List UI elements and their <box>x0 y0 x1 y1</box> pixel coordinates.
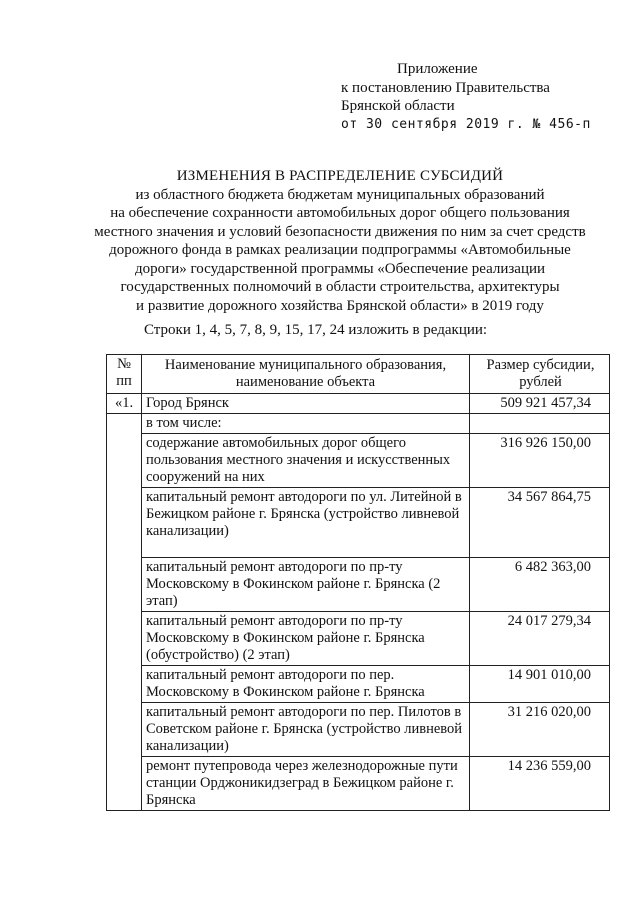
table-row <box>107 757 610 811</box>
annex-date: от 30 сентября 2019 г. № 456-п <box>341 116 591 132</box>
row-amount: 34 567 864,75 <box>470 488 610 558</box>
row-num <box>107 488 142 558</box>
table-row <box>107 434 610 488</box>
row-num <box>107 558 142 612</box>
header-name: Наименование муниципального образования, наименование объекта <box>142 355 470 394</box>
row-amount: 6 482 363,00 <box>470 558 610 612</box>
title-line: государственных полномочий в области строительства, архитектуры <box>120 279 560 295</box>
row-name: ремонт путепровода через железнодорожные пути станции Орджоникидзеград в Бежицком районе г. Брянска <box>142 757 470 811</box>
row-amount: 316 926 150,00 <box>470 434 610 488</box>
table-row <box>107 414 610 434</box>
intro-text: Строки 1, 4, 5, 7, 8, 9, 15, 17, 24 изложить в редакции: <box>144 322 488 338</box>
row-amount: 509 921 457,34 <box>470 394 610 414</box>
row-num <box>107 703 142 757</box>
row-amount: 24 017 279,34 <box>470 612 610 666</box>
annex-resolution: к постановлению Правительства <box>341 79 550 96</box>
row-name: капитальный ремонт автодороги по пр-ту Московскому в Фокинском районе г. Брянска (обустройство) (2 этап) <box>142 612 470 666</box>
title-line: из областного бюджета бюджетам муниципальных образований <box>135 186 545 203</box>
annex-label: Приложение <box>397 61 478 77</box>
table-row <box>107 703 610 757</box>
table-row <box>107 612 610 666</box>
row-num <box>107 414 142 434</box>
title-line: дорожного фонда в рамках реализации подпрограммы «Автомобильные <box>109 242 571 258</box>
row-name: капитальный ремонт автодороги по пер. Пилотов в Советском районе г. Брянска (устройство ливневой канализации) <box>142 703 470 757</box>
header-num: № пп <box>107 355 142 394</box>
row-num <box>107 434 142 488</box>
row-name: капитальный ремонт автодороги по пер. Московскому в Фокинском районе г. Брянска <box>142 666 470 703</box>
row-name: капитальный ремонт автодороги по пр-ту Московскому в Фокинском районе г. Брянска (2 этап) <box>142 558 470 612</box>
row-num <box>107 612 142 666</box>
row-amount: 14 901 010,00 <box>470 666 610 703</box>
annex-block <box>341 60 591 134</box>
row-name: содержание автомобильных дорог общего пользования местного значения и искусственных сооружений на них <box>142 434 470 488</box>
title-line: местного значения и условий безопасности движения по ним за счет средств <box>94 223 586 240</box>
row-name: в том числе: <box>142 414 470 434</box>
row-name: капитальный ремонт автодороги по ул. Литейной в Бежицком районе г. Брянска (устройство ливневой канализации) <box>142 488 470 558</box>
title-line: на обеспечение сохранности автомобильных дорог общего пользования <box>110 205 570 221</box>
annex-region: Брянской области <box>341 98 455 114</box>
row-num: «1. <box>107 394 142 414</box>
header-amount: Размер субсидии, рублей <box>470 355 610 394</box>
row-num <box>107 757 142 811</box>
title-line: дороги» государственной программы «Обеспечение реализации <box>134 260 546 277</box>
row-amount <box>470 414 610 434</box>
table-row <box>107 488 610 558</box>
row-amount: 14 236 559,00 <box>470 757 610 811</box>
document-title <box>60 167 620 315</box>
row-name: Город Брянск <box>142 394 470 414</box>
table-row <box>107 666 610 703</box>
title-heading: ИЗМЕНЕНИЯ В РАСПРЕДЕЛЕНИЕ СУБСИДИЙ <box>176 168 504 184</box>
subsidy-table <box>106 354 610 811</box>
table-row <box>107 394 610 414</box>
table-header-row <box>107 355 610 394</box>
row-num <box>107 666 142 703</box>
title-line: и развитие дорожного хозяйства Брянской области» в 2019 году <box>136 297 544 314</box>
table-row <box>107 558 610 612</box>
row-amount: 31 216 020,00 <box>470 703 610 757</box>
